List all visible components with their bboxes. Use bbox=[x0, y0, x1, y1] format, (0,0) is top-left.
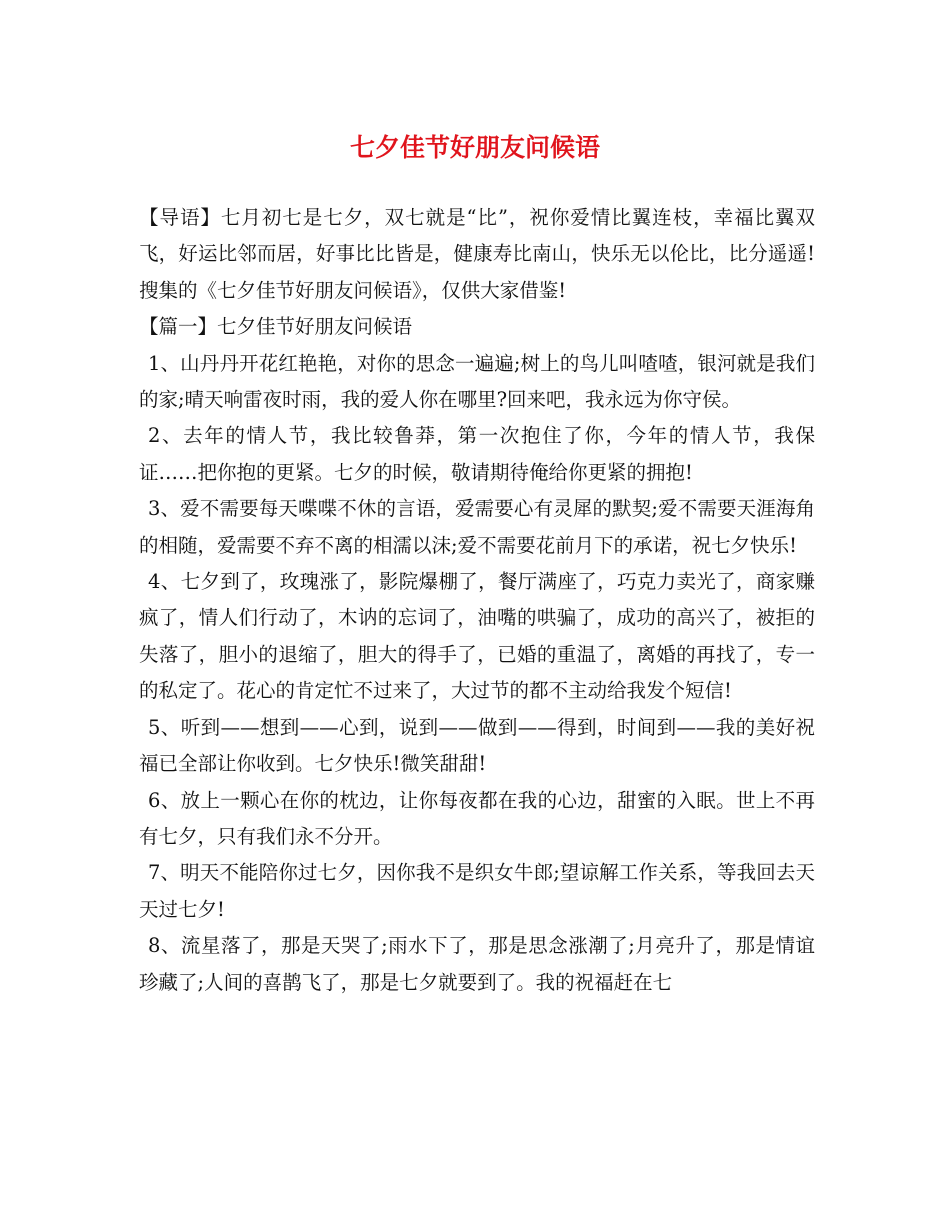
page-title: 七夕佳节好朋友问候语 bbox=[349, 133, 600, 162]
greeting-item: 8、流星落了，那是天哭了;雨水下了，那是思念涨潮了;月亮升了，那是情谊珍藏了;人间的喜鹊飞了，那是七夕就要到了。我的祝福赶在七 bbox=[139, 934, 815, 994]
greeting-item: 3、爱不需要每天喋喋不休的言语，爱需要心有灵犀的默契;爱不需要天涯海角的相随，爱需要不弃不离的相濡以沫;爱不需要花前月下的承诺，祝七夕快乐! bbox=[139, 497, 815, 557]
greeting-item: 7、明天不能陪你过七夕，因你我不是织女牛郎;望谅解工作关系，等我回去天天过七夕! bbox=[139, 861, 815, 921]
section-heading: 【篇一】七夕佳节好朋友问候语 bbox=[139, 315, 413, 339]
greeting-item: 5、听到——想到——心到，说到——做到——得到，时间到——我的美好祝福已全部让你收到。七夕快乐!微笑甜甜! bbox=[139, 715, 815, 776]
intro-paragraph: 【导语】七月初七是七夕，双七就是“比”，祝你爱情比翼连枝，幸福比翼双飞，好运比邻而居，好事比比皆是，健康寿比南山，快乐无以伦比，比分遥遥!搜集的《七夕佳节好朋友问候语》，仅供大家借鉴! bbox=[139, 206, 815, 302]
greeting-item: 6、放上一颗心在你的枕边，让你每夜都在我的心边，甜蜜的入眠。世上不再有七夕，只有我们永不分开。 bbox=[139, 788, 815, 848]
document-body bbox=[139, 200, 815, 1001]
greeting-item: 2、去年的情人节，我比较鲁莽，第一次抱住了你，今年的情人节，我保证……把你抱的更紧。七夕的时候，敬请期待俺给你更紧的拥抱! bbox=[139, 424, 815, 484]
greeting-item: 1、山丹丹开花红艳艳，对你的思念一遍遍;树上的鸟儿叫喳喳，银河就是我们的家;晴天响雷夜时雨，我的爱人你在哪里?回来吧，我永远为你守侯。 bbox=[139, 351, 815, 412]
greeting-item: 4、七夕到了，玫瑰涨了，影院爆棚了，餐厅满座了，巧克力卖光了，商家赚疯了，情人们行动了，木讷的忘词了，油嘴的哄骗了，成功的高兴了，被拒的失落了，胆小的退缩了，胆大的得手了，已婚的重温了，离婚的再找了，专一的私定了。花心的肯定忙不过来了，大过节的都不主动给我发个短信! bbox=[139, 570, 815, 703]
